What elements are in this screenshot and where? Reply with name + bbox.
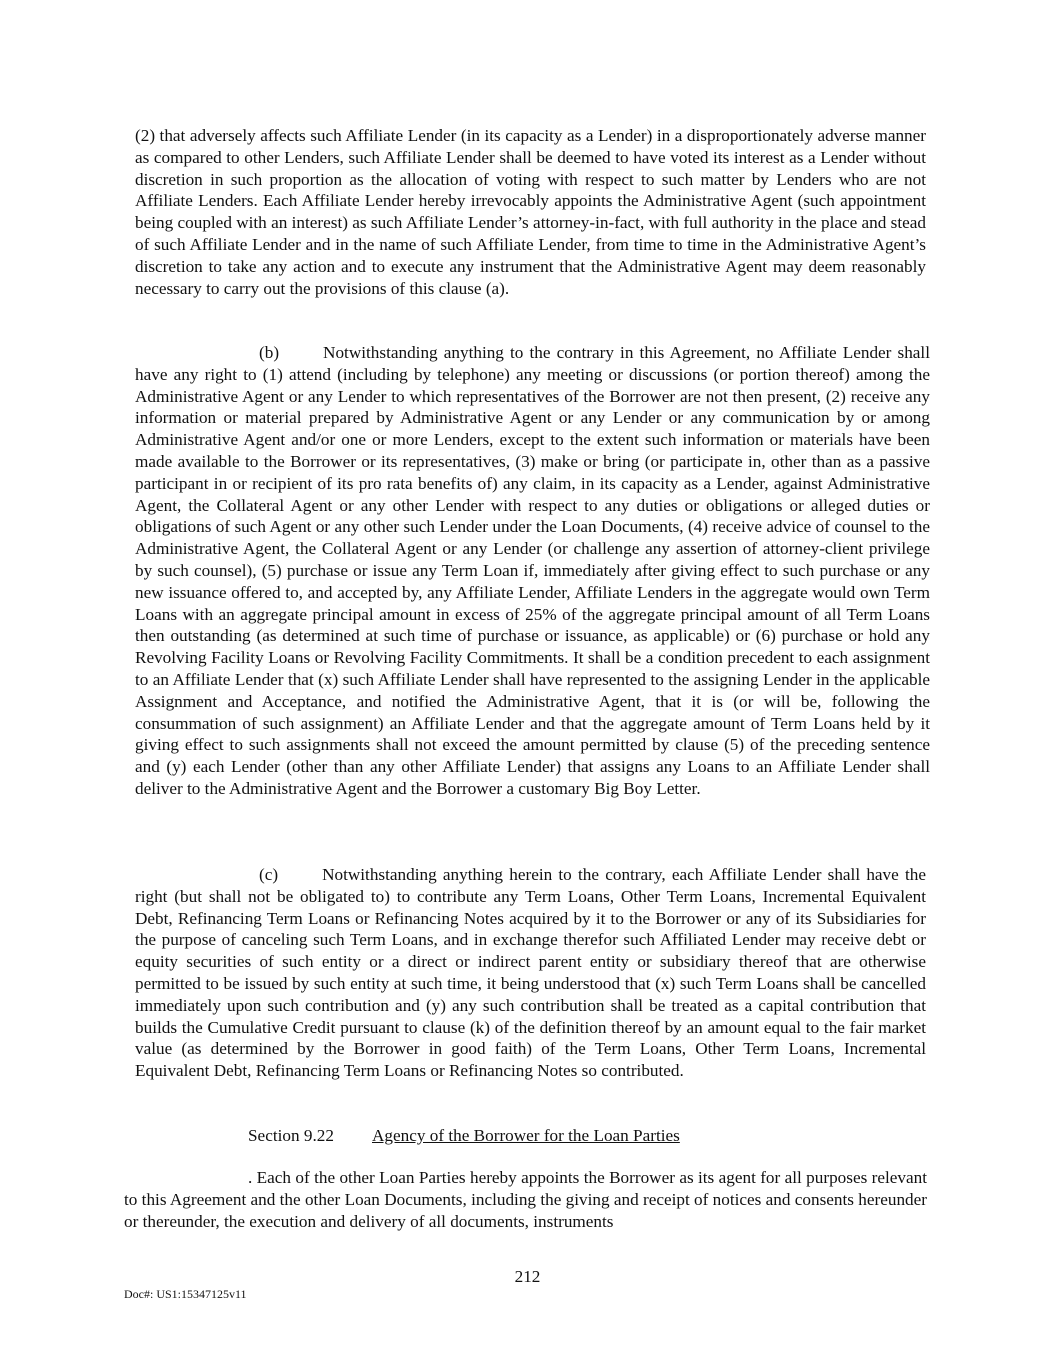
paragraph-c-text: Notwithstanding anything herein to the contrary, each Affiliate Lender shall have the right (but shall not be obligated to) to contribute any Term Loans, Other Term Loans, Incremental Equivalent Debt, Refinancing Term Loans or Refinancing Notes acquired by it to the Borrower or any of its Subsidiaries for the purpose of canceling such Term Loans, and in exchange therefor such Affiliated Lender may receive debt or equity securities of such entity or a direct or indirect parent entity or subsidiary thereof that are otherwise permitted to be issued by such entity at such time, it being understood that (x) such Term Loans shall be cancelled immediately upon such contribution and (y) any such contribution shall be treated as a capital contribution that builds the Cumulative Credit pursuant to clause (k) of the definition thereof by an amount equal to the fair market value (as determined by the Borrower in good faith) of the Term Loans, Other Term Loans, Incremental Equivalent Debt, Refinancing Term Loans or Refinancing Notes so contributed. — [135, 865, 926, 1081]
section-number: Section 9.22 — [248, 1126, 334, 1145]
paragraph-section-body-text: . Each of the other Loan Parties hereby appoints the Borrower as its agent for all purposes relevant to this Agreement and the other Loan Documents, including the giving and receipt of notices and consents hereunder or thereunder, the execution and delivery of all documents, instruments — [124, 1168, 927, 1231]
paragraph-c — [135, 864, 926, 1082]
paragraph-b — [135, 342, 930, 800]
paragraph-c-label: (c) — [259, 865, 279, 884]
paragraph-b-text: Notwithstanding anything to the contrary in this Agreement, no Affiliate Lender shall have any right to (1) attend (including by telephone) any meeting or discussions (or portion thereof) among the Administrative Agent or any Lender to which representatives of the Borrower are not then present, (2) receive any information or material prepared by Administrative Agent or any Lender or any communication by or among Administrative Agent and/or one or more Lenders, except to the extent such information or materials have been made available to the Borrower or its representatives, (3) make or bring (or participate in, other than as a passive participant in or recipient of its pro rata benefits of) any claim, in its capacity as a Lender, against Administrative Agent, the Collateral Agent or any other Lender with respect to any duties or obligations or alleged duties or obligations of such Agent or any other such Lender under the Loan Documents, (4) receive advice of counsel to the Administrative Agent, the Collateral Agent or any Lender (or challenge any assertion of attorney-client privilege by such counsel), (5) purchase or issue any Term Loan if, immediately after giving effect to such purchase or any new issuance offered to, and accepted by, any Affiliate Lender, Affiliate Lenders in the aggregate would own Term Loans with an aggregate principal amount in excess of 25% of the aggregate principal amount of all Term Loans then outstanding (as determined at such time of purchase or issuance, as applicable) or (6) purchase or hold any Revolving Facility Loans or Revolving Facility Commitments. It shall be a condition precedent to each assignment to an Affiliate Lender that (x) such Affiliate Lender shall have represented to the assigning Lender in the applicable Assignment and Acceptance, and notified the Administrative Agent, that it is (or will be, following the consummation of such assignment) an Affiliate Lender and that the aggregate amount of Term Loans held by it giving effect to such assignments shall not exceed the amount permitted by clause (5) of the preceding sentence and (y) each Lender (other than any other Affiliate Lender) that assigns any Loans to an Affiliate Lender shall deliver to the Administrative Agent and the Borrower a customary Big Boy Letter. — [135, 343, 930, 798]
section-heading — [248, 1125, 680, 1147]
paragraph-a-continuation — [135, 125, 926, 299]
document-id-footer: Doc#: US1:15347125v11 — [124, 1287, 247, 1301]
page-number: 212 — [514, 1267, 541, 1286]
paragraph-a-text: (2) that adversely affects such Affiliate Lender (in its capacity as a Lender) in a disproportionately adverse manner as compared to other Lenders, such Affiliate Lender shall be deemed to have voted its interest as a Lender without discretion in such proportion as the allocation of voting with respect to such matter by Lenders who are not Affiliate Lenders. Each Affiliate Lender hereby irrevocably appoints the Administrative Agent (such appointment being coupled with an interest) as such Affiliate Lender’s attorney-in-fact, with full authority in the place and stead of such Affiliate Lender and in the name of such Affiliate Lender, from time to time in the Administrative Agent’s discretion to take any action and to execute any instrument that the Administrative Agent may deem reasonably necessary to carry out the provisions of this clause (a). — [135, 126, 926, 298]
section-title: Agency of the Borrower for the Loan Parties — [372, 1126, 680, 1145]
paragraph-section-body — [124, 1167, 927, 1232]
paragraph-b-label: (b) — [259, 343, 280, 362]
